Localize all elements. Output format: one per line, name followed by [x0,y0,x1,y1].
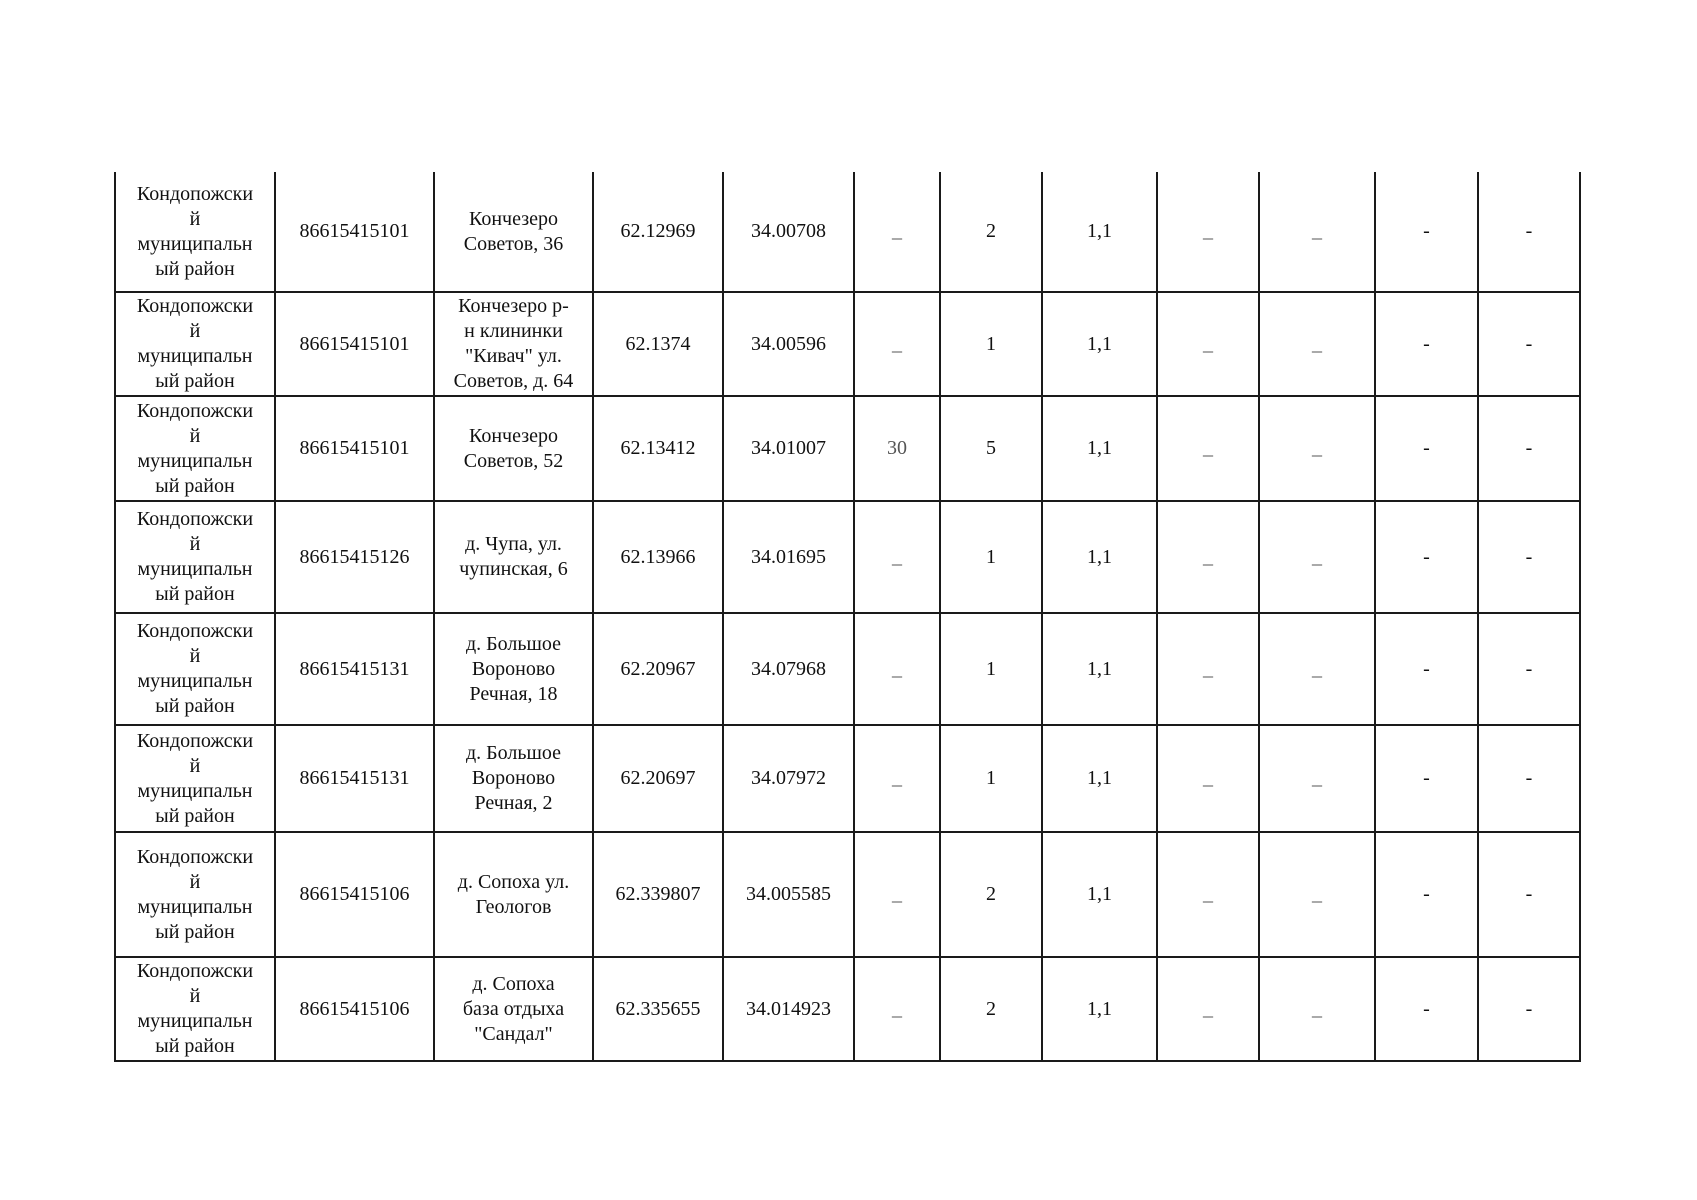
cell-address: Кончезеро р- н клининки "Кивач" ул. Советов, д. 64 [434,292,593,396]
cell-latitude: 62.1374 [593,292,723,396]
cell-col-7: 2 [940,172,1042,292]
cell-district: Кондопожски й муниципальн ый район [115,957,275,1061]
cell-district: Кондопожски й муниципальн ый район [115,172,275,292]
cell-col-9: _ [1157,957,1259,1061]
cell-longitude: 34.01695 [723,501,854,613]
cell-col-9: _ [1157,725,1259,832]
cell-col-12: - [1478,501,1580,613]
cell-oktmo: 86615415131 [275,613,434,725]
cell-longitude: 34.00596 [723,292,854,396]
cell-col-11: - [1375,292,1478,396]
cell-oktmo: 86615415131 [275,725,434,832]
cell-oktmo: 86615415126 [275,501,434,613]
cell-col-9: _ [1157,172,1259,292]
cell-district: Кондопожски й муниципальн ый район [115,501,275,613]
cell-col-12: - [1478,957,1580,1061]
cell-col-10: _ [1259,832,1375,957]
cell-col-6: _ [854,172,940,292]
table-row [115,613,1580,725]
cell-col-8: 1,1 [1042,292,1157,396]
cell-col-8: 1,1 [1042,501,1157,613]
cell-col-6: _ [854,292,940,396]
cell-latitude: 62.13966 [593,501,723,613]
cell-oktmo: 86615415101 [275,292,434,396]
cell-col-11: - [1375,957,1478,1061]
document-sheet [114,172,1581,1062]
cell-col-7: 1 [940,501,1042,613]
cell-longitude: 34.01007 [723,396,854,501]
cell-col-8: 1,1 [1042,832,1157,957]
cell-col-11: - [1375,613,1478,725]
cell-col-10: _ [1259,957,1375,1061]
cell-col-10: _ [1259,396,1375,501]
cell-col-9: _ [1157,501,1259,613]
cell-col-6: _ [854,832,940,957]
cell-col-10: _ [1259,501,1375,613]
cell-longitude: 34.07968 [723,613,854,725]
cell-district: Кондопожски й муниципальн ый район [115,832,275,957]
cell-district: Кондопожски й муниципальн ый район [115,613,275,725]
table-row [115,396,1580,501]
container-sites-table [114,172,1581,1062]
cell-col-11: - [1375,832,1478,957]
cell-longitude: 34.005585 [723,832,854,957]
cell-latitude: 62.20697 [593,725,723,832]
cell-col-6: 30 [854,396,940,501]
cell-col-8: 1,1 [1042,613,1157,725]
cell-col-6: _ [854,613,940,725]
cell-col-10: _ [1259,292,1375,396]
table-row [115,292,1580,396]
cell-col-12: - [1478,396,1580,501]
cell-col-6: _ [854,501,940,613]
cell-col-12: - [1478,172,1580,292]
cell-col-12: - [1478,292,1580,396]
cell-col-8: 1,1 [1042,396,1157,501]
cell-address: Кончезеро Советов, 52 [434,396,593,501]
cell-latitude: 62.13412 [593,396,723,501]
cell-col-12: - [1478,613,1580,725]
table-row [115,957,1580,1061]
cell-oktmo: 86615415101 [275,172,434,292]
cell-longitude: 34.00708 [723,172,854,292]
cell-col-11: - [1375,725,1478,832]
cell-col-9: _ [1157,292,1259,396]
table-body [115,172,1580,1061]
cell-latitude: 62.339807 [593,832,723,957]
cell-address: д. Сопоха ул. Геологов [434,832,593,957]
cell-oktmo: 86615415106 [275,832,434,957]
cell-col-9: _ [1157,396,1259,501]
cell-longitude: 34.014923 [723,957,854,1061]
cell-address: д. Большое Вороново Речная, 18 [434,613,593,725]
cell-col-7: 1 [940,725,1042,832]
cell-address: д. Сопоха база отдыха "Сандал" [434,957,593,1061]
cell-col-7: 1 [940,613,1042,725]
cell-col-8: 1,1 [1042,172,1157,292]
cell-col-12: - [1478,832,1580,957]
cell-col-6: _ [854,957,940,1061]
table-row [115,725,1580,832]
cell-col-6: _ [854,725,940,832]
cell-address: д. Чупа, ул. чупинская, 6 [434,501,593,613]
cell-col-7: 2 [940,832,1042,957]
cell-oktmo: 86615415101 [275,396,434,501]
cell-col-9: _ [1157,832,1259,957]
cell-district: Кондопожски й муниципальн ый район [115,396,275,501]
table-row [115,832,1580,957]
cell-col-10: _ [1259,613,1375,725]
cell-col-11: - [1375,501,1478,613]
cell-col-11: - [1375,396,1478,501]
cell-latitude: 62.335655 [593,957,723,1061]
table-row [115,501,1580,613]
cell-district: Кондопожски й муниципальн ый район [115,725,275,832]
cell-oktmo: 86615415106 [275,957,434,1061]
cell-district: Кондопожски й муниципальн ый район [115,292,275,396]
cell-col-8: 1,1 [1042,957,1157,1061]
cell-col-7: 2 [940,957,1042,1061]
cell-col-10: _ [1259,725,1375,832]
cell-col-11: - [1375,172,1478,292]
cell-latitude: 62.12969 [593,172,723,292]
cell-col-7: 5 [940,396,1042,501]
cell-address: Кончезеро Советов, 36 [434,172,593,292]
table-row [115,172,1580,292]
cell-col-10: _ [1259,172,1375,292]
cell-col-8: 1,1 [1042,725,1157,832]
cell-col-7: 1 [940,292,1042,396]
cell-col-12: - [1478,725,1580,832]
cell-address: д. Большое Вороново Речная, 2 [434,725,593,832]
cell-longitude: 34.07972 [723,725,854,832]
cell-col-9: _ [1157,613,1259,725]
cell-latitude: 62.20967 [593,613,723,725]
